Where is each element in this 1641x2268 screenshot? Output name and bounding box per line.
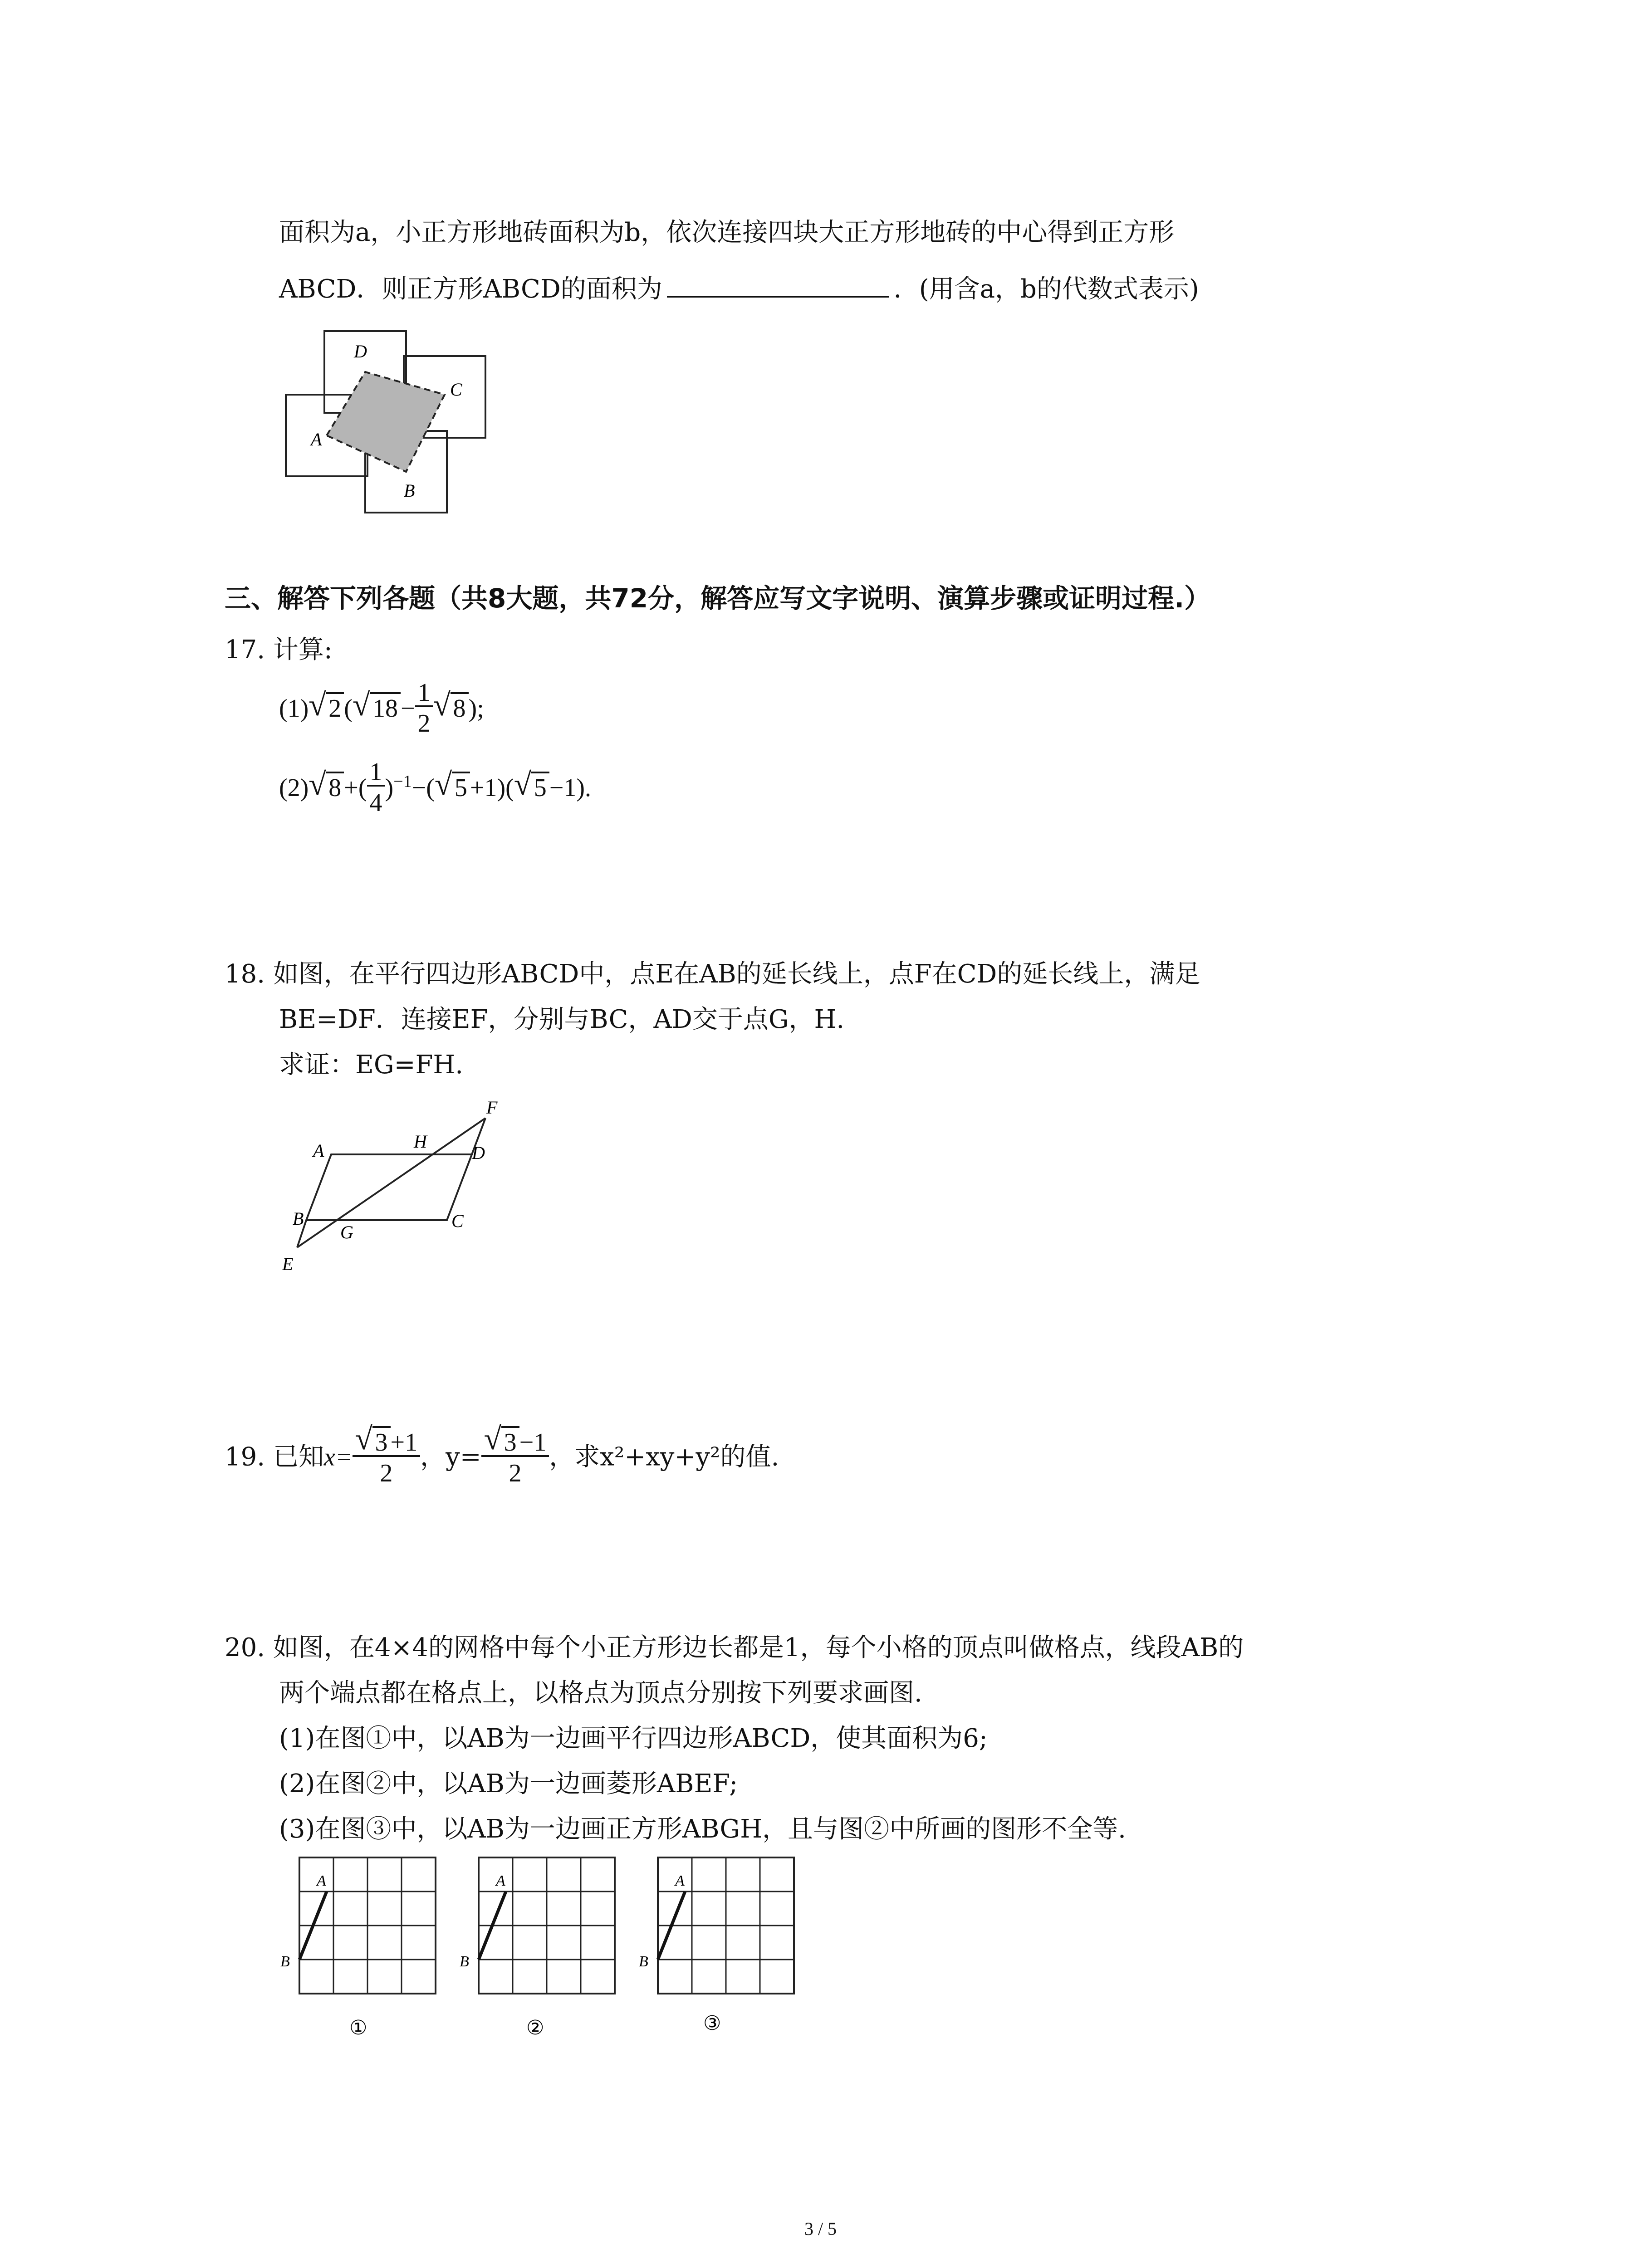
q17-p1-tail: ); — [468, 694, 484, 723]
q19-line — [225, 1422, 779, 1489]
sqrt-5b: √ 5 — [514, 772, 549, 801]
section-heading: 三、解答下列各题（共8大题，共72分，解答应写文字说明、演算步骤或证明过程.） — [225, 583, 1211, 614]
q18-parallelogram-figure — [272, 1089, 526, 1288]
q17-p2-tail: −1). — [549, 773, 591, 802]
sqrt-8b: √ 8 — [309, 772, 344, 801]
caption-3: ③ — [703, 2012, 721, 2034]
label-H: H — [414, 1131, 427, 1152]
q18-line2: BE=DF．连接EF，分别与BC，AD交于点G，H. — [279, 1005, 845, 1034]
sqrt-18: √ 18 — [353, 692, 401, 721]
page-number: 3 / 5 — [804, 2219, 837, 2239]
q16-line2-a: ABCD．则正方形ABCD的面积为 — [279, 274, 662, 304]
sqrt-2: √ 2 — [309, 692, 344, 721]
q17-part2: (2) √ 8 +( $\frac{1}{4}$ )$^{-1}$−( √ 5 +1)( √ 5 −1). — [279, 758, 591, 817]
sqrt-5a: √ 5 — [435, 772, 470, 801]
label-D: D — [354, 341, 367, 362]
label-A: A — [313, 1140, 324, 1161]
label-E: E — [282, 1254, 294, 1274]
q16-tiles-figure — [281, 327, 490, 517]
frac-quarter: $\frac{1}{4}$ — [367, 759, 385, 816]
caption-1: ① — [349, 2017, 367, 2039]
q19-prefix: 19. 已知 — [225, 1442, 324, 1472]
answer-blank[interactable] — [667, 291, 889, 298]
q19-x-frac: √ 3 +1 2 — [353, 1426, 421, 1486]
q20-line4: (2)在图②中，以AB为一边画菱形ABEF; — [279, 1769, 738, 1799]
q20-line2: 两个端点都在格点上，以格点为顶点分别按下列要求画图. — [279, 1678, 922, 1708]
label-B: B — [293, 1208, 304, 1229]
q17-p2-label: (2) — [279, 773, 309, 802]
label-F: F — [486, 1097, 498, 1118]
label-B: B — [280, 1953, 290, 1970]
grid-2 — [460, 1857, 615, 2039]
q20-line5: (3)在图③中，以AB为一边画正方形ABGH，且与图②中所画的图形不全等. — [279, 1814, 1126, 1844]
q20-line1: 20. 如图，在4×4的网格中每个小正方形边长都是1，每个小格的顶点叫做格点，线段AB的 — [225, 1633, 1244, 1662]
q16-line2-b: ．(用含a，b的代数式表示) — [893, 274, 1199, 304]
label-A: A — [317, 1872, 326, 1889]
q17-title: 17. 计算: — [225, 635, 333, 665]
q19-x: x= — [323, 1443, 353, 1471]
label-B: B — [639, 1953, 648, 1970]
q16-line1: 面积为a，小正方形地砖面积为b，依次连接四块大正方形地砖的中心得到正方形 — [279, 218, 1175, 247]
caption-2: ② — [526, 2017, 544, 2039]
label-D: D — [472, 1143, 485, 1163]
label-B: B — [460, 1953, 469, 1970]
frac-half: $\frac{1}{2}$ — [415, 680, 433, 736]
q20-grids-figure — [272, 1853, 907, 2043]
parallelogram-abcd — [306, 1154, 472, 1220]
label-B: B — [404, 480, 415, 501]
label-A: A — [311, 429, 322, 450]
q20-line3: (1)在图①中，以AB为一边画平行四边形ABCD，使其面积为6; — [279, 1724, 988, 1753]
grid-1 — [280, 1857, 436, 2039]
grid-3 — [639, 1857, 794, 2034]
q18-line3: 求证：EG=FH. — [279, 1050, 464, 1080]
q18-line1: 18. 如图，在平行四边形ABCD中，点E在AB的延长线上，点F在CD的延长线上，满足 — [225, 959, 1200, 989]
q19-y: ，y= — [420, 1442, 481, 1472]
q17-p1-label: (1) — [279, 694, 309, 723]
label-C: C — [451, 1211, 464, 1231]
exponent: −1 — [393, 772, 412, 792]
q17-part1: (1) √ 2 ( √ 18 − $\frac{1}{2}$ √ 8 ); — [279, 679, 484, 738]
label-A: A — [675, 1872, 685, 1889]
square-abcd — [327, 372, 445, 472]
label-G: G — [340, 1222, 353, 1242]
q16-line2 — [279, 274, 1199, 304]
label-C: C — [450, 379, 462, 400]
q19-suffix: ，求x²+xy+y²的值. — [549, 1442, 779, 1472]
label-A: A — [496, 1872, 505, 1889]
sqrt-8: √ 8 — [433, 692, 469, 721]
q19-y-frac: √ 3 −1 2 — [481, 1426, 549, 1486]
